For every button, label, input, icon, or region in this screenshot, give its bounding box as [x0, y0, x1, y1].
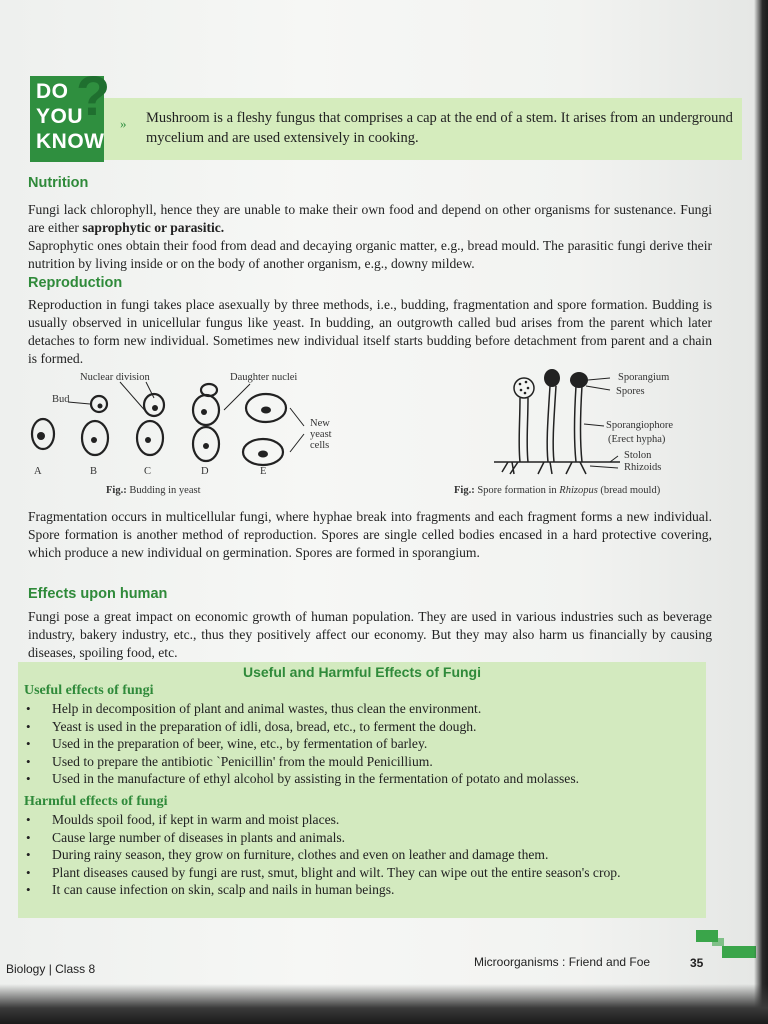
- figures-row: [28, 368, 718, 506]
- nutrition-paragraph-1: [28, 201, 712, 237]
- bullet-icon: •: [26, 882, 31, 897]
- bullet-icon: •: [26, 701, 31, 716]
- budding-yeast-diagram: [28, 368, 358, 486]
- list-item: [24, 829, 704, 847]
- letter-a: A: [34, 466, 42, 477]
- list-item: [24, 846, 704, 864]
- fragmentation-paragraph: Fragmentation occurs in multicellular fungi, where hyphae break into fragments and each fragment forms a new individual. Spore formation is another method of reproduction. Spores are single celled bodies encased in a hard protective covering, which produce a new individual on germination. Spores are formed in sporangium.: [28, 509, 712, 560]
- label-spores: Spores: [616, 386, 645, 397]
- nutrition-paragraph-2: Saprophytic ones obtain their food from dead and decaying organic matter, e.g., bread mould. The parasitic fungi derive their nutrition by living inside or on the body of another organism, e.g., downy mildew.: [28, 238, 712, 271]
- harmful-effects-heading: Harmful effects of fungi: [24, 794, 168, 809]
- letter-d: D: [201, 466, 209, 477]
- letter-e: E: [260, 466, 267, 477]
- nutrition-heading: Nutrition: [28, 175, 89, 191]
- effects-paragraph: Fungi pose a great impact on economic growth of human population. They are used in various industries such as beverage industry, bakery industry, etc., thus they positively affect our economy. But they may also harm us financially by causing diseases, spoiling food, etc.: [28, 609, 712, 660]
- badge-line3: KNOW: [36, 130, 105, 153]
- reproduction-heading: Reproduction: [28, 275, 123, 291]
- label-bud: Bud: [52, 394, 70, 405]
- bullet-icon: •: [26, 847, 31, 862]
- nutrition-p1-bold: saprophytic or parasitic.: [82, 220, 225, 235]
- do-you-know-text: Mushroom is a fleshy fungus that comprises a cap at the end of a stem. It arises from an underground mycelium and are used extensively in cooking.: [146, 110, 733, 146]
- harmful-item-text: Plant diseases caused by fungi are rust, smut, blight and wilt. They can wipe out the entire season's crop.: [52, 864, 621, 880]
- caption-spore-text-a: Spore formation in: [477, 485, 560, 496]
- bullet-icon: •: [26, 753, 31, 769]
- useful-item-text: Yeast is used in the preparation of idli, dosa, bread, etc., to ferment the dough.: [52, 718, 477, 734]
- useful-item-text: Help in decomposition of plant and animal wastes, thus clean the environment.: [52, 701, 482, 716]
- list-item: [24, 881, 704, 899]
- list-item: [24, 735, 704, 753]
- label-sporangiophore: Sporangiophore: [606, 420, 674, 431]
- page-number: 35: [690, 956, 704, 970]
- page-bottom-shadow: [0, 984, 768, 1024]
- label-stolon: Stolon: [624, 450, 652, 461]
- harmful-effects-list: [24, 811, 704, 899]
- caption-spore-text-c: (bread mould): [597, 485, 661, 496]
- list-item: [24, 811, 704, 829]
- caption-budding-prefix: Fig.:: [106, 485, 127, 496]
- useful-item-text: Used in the preparation of beer, wine, etc., by fermentation of barley.: [52, 736, 428, 751]
- nutrition-p1-text: Fungi lack chlorophyll, hence they are unable to make their own food and depend on other organisms for sustenance. Fungi are either: [28, 202, 712, 235]
- caption-spore-text-b: Rhizopus: [559, 485, 598, 496]
- bullet-icon: •: [26, 771, 31, 786]
- useful-effects-heading: Useful effects of fungi: [24, 683, 154, 698]
- caption-budding-text: Budding in yeast: [129, 485, 201, 496]
- list-item: [24, 718, 704, 736]
- caption-spore-prefix: Fig.:: [454, 485, 475, 496]
- bullet-icon: •: [26, 736, 31, 751]
- corner-decoration: [722, 946, 756, 958]
- harmful-item-text: It can cause infection on skin, scalp and nails in human beings.: [52, 882, 395, 897]
- list-item: [24, 700, 704, 718]
- question-mark-icon: ?: [76, 64, 111, 127]
- list-item: [24, 864, 704, 882]
- list-item: [24, 753, 704, 771]
- label-erect-hypha: (Erect hypha): [608, 434, 666, 445]
- do-you-know-box: [30, 64, 733, 162]
- harmful-item-text: Moulds spoil food, if kept in warm and moist places.: [52, 812, 340, 827]
- letter-c: C: [144, 466, 152, 477]
- label-daughter-nuclei: Daughter nuclei: [230, 372, 298, 383]
- bullet-icon: •: [26, 864, 31, 880]
- useful-item-text: Used in the manufacture of ethyl alcohol by assisting in the fermentation of potato and molasses.: [52, 771, 580, 786]
- label-sporangium: Sporangium: [618, 372, 670, 383]
- useful-effects-list: [24, 700, 704, 788]
- harmful-item-text: During rainy season, they grow on furniture, clothes and even on leather and damage them.: [52, 847, 549, 862]
- do-you-know-badge: [30, 64, 111, 162]
- list-item: [24, 770, 704, 788]
- effects-heading: Effects upon human: [28, 586, 168, 602]
- label-nuclear-division: Nuclear division: [80, 372, 150, 383]
- letter-b: B: [90, 466, 98, 477]
- bullet-icon: •: [26, 812, 31, 827]
- reproduction-paragraph: Reproduction in fungi takes place asexually by three methods, i.e., budding, fragmentation and spore formation. Budding is usually observed in unicellular fungus like yeast. In budding, an outgrowth called bud arises from the parent which later detaches to form new individual. Sometimes new individual itself starts budding before detachment from parent and a chain is formed.: [28, 297, 712, 366]
- caption-spore: [454, 485, 660, 496]
- footer-book-title: Biology | Class 8: [6, 962, 96, 976]
- footer-chapter-title: Microorganisms : Friend and Foe: [474, 955, 651, 969]
- harmful-item-text: Cause large number of diseases in plants and animals.: [52, 829, 346, 845]
- bullet-icon: •: [26, 718, 31, 734]
- fungi-effects-box: [18, 662, 706, 918]
- label-rhizoids: Rhizoids: [624, 462, 662, 473]
- useful-item-text: Used to prepare the antibiotic `Penicillin' from the mould Penicillium.: [52, 753, 433, 769]
- badge-line2: YOU: [36, 105, 84, 128]
- bullet-icon: •: [26, 829, 31, 845]
- double-arrow-icon: »: [120, 116, 127, 131]
- corner-decoration: [712, 938, 724, 946]
- badge-line1: DO: [36, 80, 69, 103]
- page-edge-shadow: [754, 0, 768, 1024]
- fungi-effects-title: Useful and Harmful Effects of Fungi: [242, 664, 481, 680]
- label-new-yeast-cells: New yeast cells: [310, 418, 332, 451]
- caption-budding: [106, 485, 201, 496]
